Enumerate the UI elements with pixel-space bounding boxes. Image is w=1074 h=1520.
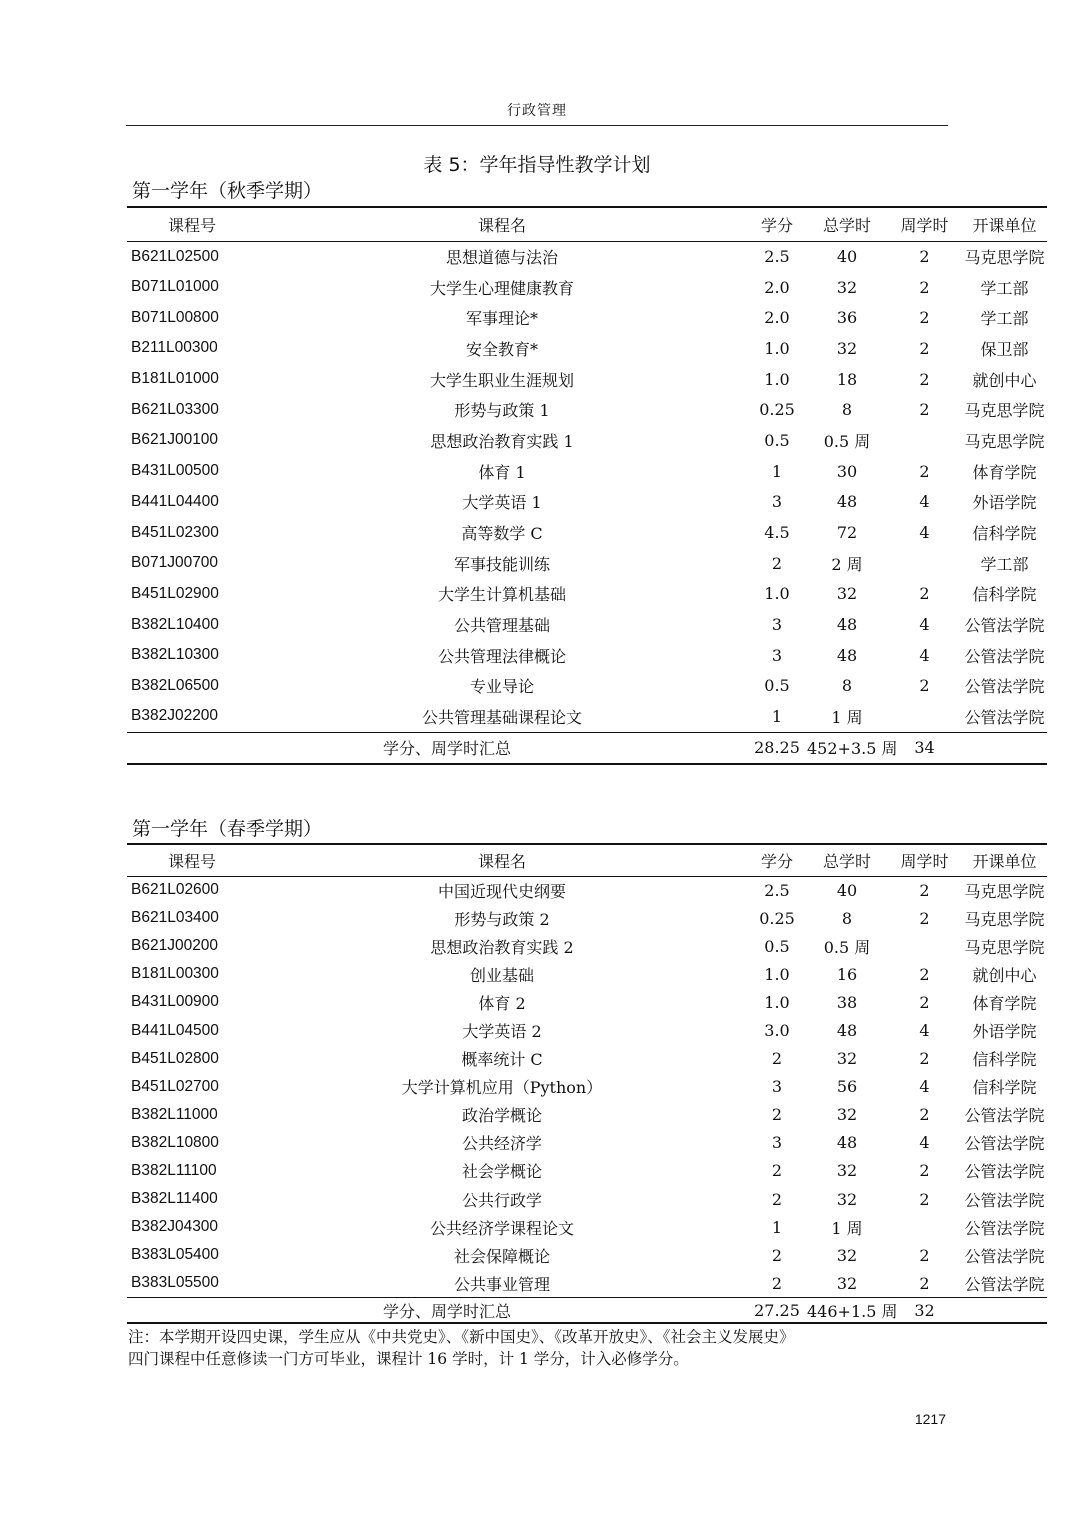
table-row [127,548,1047,579]
summary-total-hours: 446+1.5 周 [807,1301,898,1321]
weekly-hours: 2 [919,964,930,984]
department: 公管法学院 [964,616,1045,636]
summary-weekly-hours: 34 [914,738,935,758]
course-name: 思想道德与法治 [445,248,558,268]
course-name: 高等数学 C [461,524,543,544]
course-name: 军事技能训练 [453,554,550,574]
table-row [127,904,1047,932]
weekly-hours: 2 [919,584,930,604]
course-name: 体育 2 [478,993,526,1013]
credits: 1.0 [764,369,790,389]
department: 公管法学院 [964,646,1045,666]
weekly-hours [887,1213,962,1241]
department: 学工部 [980,554,1029,574]
table-row [127,241,1047,272]
table-row [127,1157,1047,1185]
credits: 1 [771,1217,783,1237]
course-code: B382L10400 [131,615,219,633]
total-hours: 8 [841,676,853,696]
total-hours: 72 [836,523,858,543]
summary-row [127,1297,1047,1323]
total-hours: 48 [836,615,858,635]
total-hours: 1 周 [831,707,863,727]
course-name: 公共经济学课程论文 [429,1218,574,1238]
semester-title-spring: 第一学年（春季学期） [132,818,323,840]
header-credits: 学分 [760,851,793,871]
credits: 1.0 [764,992,790,1012]
credits: 2.0 [764,277,790,297]
summary-label: 学分、周学时汇总 [382,1301,511,1321]
course-code: B382L11000 [131,1105,218,1123]
header-course-code: 课程号 [167,215,216,235]
credits: 2 [771,1049,783,1069]
course-code: B451L02700 [131,1077,219,1095]
credits: 2.0 [764,308,790,328]
department: 就创中心 [972,965,1037,985]
department: 信科学院 [972,585,1037,605]
course-name: 安全教育* [465,339,538,359]
credits: 0.5 [764,430,790,450]
table-body-spring [127,876,1047,1297]
weekly-hours [887,548,962,579]
footnote-line: 四门课程中任意修读一门方可毕业，课程计 16 学时，计 1 学分，计入必修学分。 [128,1350,689,1368]
course-name: 社会保障概论 [453,1246,550,1266]
total-hours: 36 [836,308,858,328]
weekly-hours: 4 [919,1077,930,1097]
table-row [127,272,1047,303]
weekly-hours: 2 [919,992,930,1012]
course-code: B383L05500 [131,1274,219,1292]
table-row [127,1241,1047,1269]
credits: 3 [771,615,783,635]
course-code: B621L02600 [131,881,219,899]
credits: 1.0 [764,964,790,984]
weekly-hours: 2 [919,338,930,358]
course-code: B071L00800 [131,308,219,326]
credits: 0.25 [759,400,795,420]
course-name: 公共经济学 [461,1134,542,1154]
credits: 3.0 [764,1021,790,1041]
weekly-hours: 2 [919,1189,930,1209]
table-row [127,517,1047,548]
header-department: 开课单位 [972,851,1037,871]
course-name: 政治学概论 [461,1106,542,1126]
header-total-hours: 总学时 [822,215,871,235]
course-name: 大学英语 1 [462,493,542,513]
weekly-hours: 2 [919,908,930,928]
total-hours: 32 [836,584,858,604]
credits: 0.5 [764,676,790,696]
footnote-line: 注：本学期开设四史课，学生应从《中共党史》、《新中国史》、《改革开放史》、《社会主义发展史》 [128,1328,795,1346]
course-name: 专业导论 [469,677,534,697]
credits: 2 [771,1245,783,1265]
weekly-hours: 2 [919,277,930,297]
department: 体育学院 [972,462,1037,482]
weekly-hours: 2 [919,247,930,267]
credits: 2 [771,1189,783,1209]
total-hours: 0.5 周 [823,937,871,957]
department: 公管法学院 [964,1134,1045,1154]
running-head: 行政管理 [507,103,567,119]
course-name: 公共管理基础课程论文 [421,707,582,727]
course-name: 公共管理基础 [453,616,550,636]
credits: 3 [771,645,783,665]
table-row [127,456,1047,487]
department: 公管法学院 [964,1106,1045,1126]
summary-weekly-hours: 32 [914,1300,935,1320]
course-code: B441L04500 [131,1021,219,1039]
table-row [127,1269,1047,1297]
department: 马克思学院 [964,431,1045,451]
department: 公管法学院 [964,1246,1045,1266]
course-code: B211L00300 [131,339,218,357]
weekly-hours: 4 [919,1133,930,1153]
total-hours: 30 [836,461,858,481]
weekly-hours: 2 [919,880,930,900]
course-code: B431L00500 [131,462,219,480]
weekly-hours [887,932,962,960]
weekly-hours: 2 [919,400,930,420]
department: 马克思学院 [964,248,1045,268]
course-name: 创业基础 [469,965,534,985]
header-department: 开课单位 [972,215,1037,235]
course-code: B382L10300 [131,646,219,664]
course-code: B621J00100 [131,431,219,449]
course-code: B382L10800 [131,1133,219,1151]
total-hours: 32 [836,1245,858,1265]
course-name: 军事理论* [465,309,538,329]
department: 保卫部 [980,339,1029,359]
semester-title-autumn: 第一学年（秋季学期） [132,180,323,202]
table-row [127,302,1047,333]
header-weekly-hours: 周学时 [900,851,949,871]
course-name: 思想政治教育实践 1 [430,431,574,451]
weekly-hours: 2 [919,308,930,328]
table-row [127,1016,1047,1044]
table-row [127,487,1047,518]
department: 公管法学院 [964,1190,1045,1210]
credits: 0.5 [764,936,790,956]
credits: 3 [771,492,783,512]
total-hours: 32 [836,277,858,297]
summary-credits: 27.25 [754,1300,800,1320]
header-weekly-hours: 周学时 [900,215,949,235]
table-row [127,364,1047,395]
total-hours: 56 [836,1077,858,1097]
credits: 2 [771,1105,783,1125]
table-row [127,425,1047,456]
course-name: 体育 1 [478,462,526,482]
department: 马克思学院 [964,401,1045,421]
department: 学工部 [980,309,1029,329]
table-row [127,876,1047,904]
course-code: B181L01000 [131,370,219,388]
course-code: B451L02800 [131,1049,219,1067]
course-table-autumn [127,206,1047,765]
summary-total-hours: 452+3.5 周 [807,739,898,759]
department: 公管法学院 [964,707,1045,727]
course-name: 公共行政学 [461,1190,542,1210]
course-code: B181L00300 [131,965,219,983]
course-name: 概率统计 C [461,1050,543,1070]
course-code: B382L06500 [131,676,219,694]
header-total-hours: 总学时 [822,851,871,871]
table-header-row [127,207,1047,241]
total-hours: 32 [836,338,858,358]
department: 就创中心 [972,370,1037,390]
department: 马克思学院 [964,937,1045,957]
course-name: 公共事业管理 [453,1274,550,1294]
table-row [127,1129,1047,1157]
total-hours: 16 [836,964,858,984]
total-hours: 32 [836,1105,858,1125]
credits: 2.5 [764,880,790,900]
total-hours: 40 [836,247,858,267]
table-row [127,960,1047,988]
total-hours: 32 [836,1049,858,1069]
total-hours: 32 [836,1189,858,1209]
weekly-hours: 2 [919,1161,930,1181]
course-name: 形势与政策 1 [454,401,550,421]
header-course-name: 课程名 [477,215,526,235]
department: 公管法学院 [964,1274,1045,1294]
table-title: 表 5：学年指导性教学计划 [423,154,651,176]
weekly-hours [887,425,962,456]
credits: 2 [771,1161,783,1181]
table-row [127,640,1047,671]
credits: 4.5 [764,523,790,543]
page-number: 1217 [914,1411,946,1427]
total-hours: 48 [836,1021,858,1041]
header-course-name: 课程名 [477,851,526,871]
weekly-hours: 2 [919,1049,930,1069]
credits: 3 [771,1133,783,1153]
total-hours: 0.5 周 [823,431,871,451]
weekly-hours: 2 [919,461,930,481]
footnote [128,1326,948,1370]
course-code: B621L03300 [131,400,219,418]
course-code: B382L11400 [131,1190,218,1208]
table-row [127,1073,1047,1101]
department: 马克思学院 [964,909,1045,929]
course-code: B382L11100 [131,1161,217,1179]
weekly-hours: 2 [919,369,930,389]
department: 信科学院 [972,524,1037,544]
weekly-hours: 2 [919,1245,930,1265]
course-table-spring [127,843,1047,1324]
total-hours: 8 [841,400,853,420]
credits: 1 [771,461,783,481]
weekly-hours [887,701,962,732]
department: 体育学院 [972,993,1037,1013]
credits: 1 [771,706,783,726]
total-hours: 48 [836,1133,858,1153]
table-row [127,671,1047,702]
department: 学工部 [980,278,1029,298]
total-hours: 40 [836,880,858,900]
course-name: 大学生计算机基础 [437,585,566,605]
summary-credits: 28.25 [754,738,800,758]
header-rule [126,125,948,126]
total-hours: 38 [836,992,858,1012]
credits: 2.5 [764,247,790,267]
weekly-hours: 2 [919,1105,930,1125]
department: 外语学院 [972,1022,1037,1042]
table-row [127,1185,1047,1213]
course-name: 思想政治教育实践 2 [430,937,574,957]
weekly-hours: 4 [919,523,930,543]
total-hours: 32 [836,1273,858,1293]
total-hours: 48 [836,492,858,512]
total-hours: 32 [836,1161,858,1181]
department: 公管法学院 [964,1218,1045,1238]
header-course-code: 课程号 [167,851,216,871]
course-code: B382J02200 [131,707,219,725]
course-code: B071J00700 [131,554,219,572]
course-code: B621L02500 [131,247,219,265]
course-name: 大学生职业生涯规划 [429,370,574,390]
table-row [127,988,1047,1016]
table-row [127,932,1047,960]
course-name: 形势与政策 2 [454,909,550,929]
course-code: B383L05400 [131,1246,219,1264]
weekly-hours: 4 [919,615,930,635]
course-code: B621J00200 [131,937,219,955]
table-row [127,579,1047,610]
credits: 2 [771,553,783,573]
course-code: B382J04300 [131,1218,219,1236]
department: 公管法学院 [964,1162,1045,1182]
department: 公管法学院 [964,677,1045,697]
course-name: 大学生心理健康教育 [429,278,574,298]
table-row [127,394,1047,425]
weekly-hours: 2 [919,676,930,696]
department: 信科学院 [972,1078,1037,1098]
table-row [127,701,1047,732]
weekly-hours: 4 [919,645,930,665]
weekly-hours: 4 [919,492,930,512]
department: 信科学院 [972,1050,1037,1070]
course-code: B431L00900 [131,993,219,1011]
course-code: B071L01000 [131,278,219,296]
credits: 0.25 [759,908,795,928]
table-row [127,1045,1047,1073]
course-name: 社会学概论 [461,1162,542,1182]
weekly-hours: 4 [919,1021,930,1041]
course-name: 公共管理法律概论 [437,646,566,666]
total-hours: 2 周 [831,554,863,574]
total-hours: 8 [841,908,853,928]
credits: 2 [771,1273,783,1293]
weekly-hours: 2 [919,1273,930,1293]
credits: 1.0 [764,338,790,358]
course-name: 中国近现代史纲要 [437,881,566,901]
course-code: B451L02900 [131,584,219,602]
table-row [127,1213,1047,1241]
total-hours: 1 周 [831,1218,863,1238]
table-row [127,333,1047,364]
course-name: 大学英语 2 [462,1022,542,1042]
total-hours: 18 [836,369,858,389]
department: 外语学院 [972,493,1037,513]
summary-row [127,732,1047,764]
table-header-row [127,844,1047,876]
course-code: B621L03400 [131,909,219,927]
total-hours: 48 [836,645,858,665]
credits: 1.0 [764,584,790,604]
department: 马克思学院 [964,881,1045,901]
table-row [127,1101,1047,1129]
credits: 3 [771,1077,783,1097]
header-credits: 学分 [760,215,793,235]
course-name: 大学计算机应用（Python） [401,1078,603,1098]
summary-label: 学分、周学时汇总 [382,739,511,759]
course-code: B441L04400 [131,492,219,510]
course-code: B451L02300 [131,523,219,541]
table-row [127,609,1047,640]
table-body-autumn [127,241,1047,732]
